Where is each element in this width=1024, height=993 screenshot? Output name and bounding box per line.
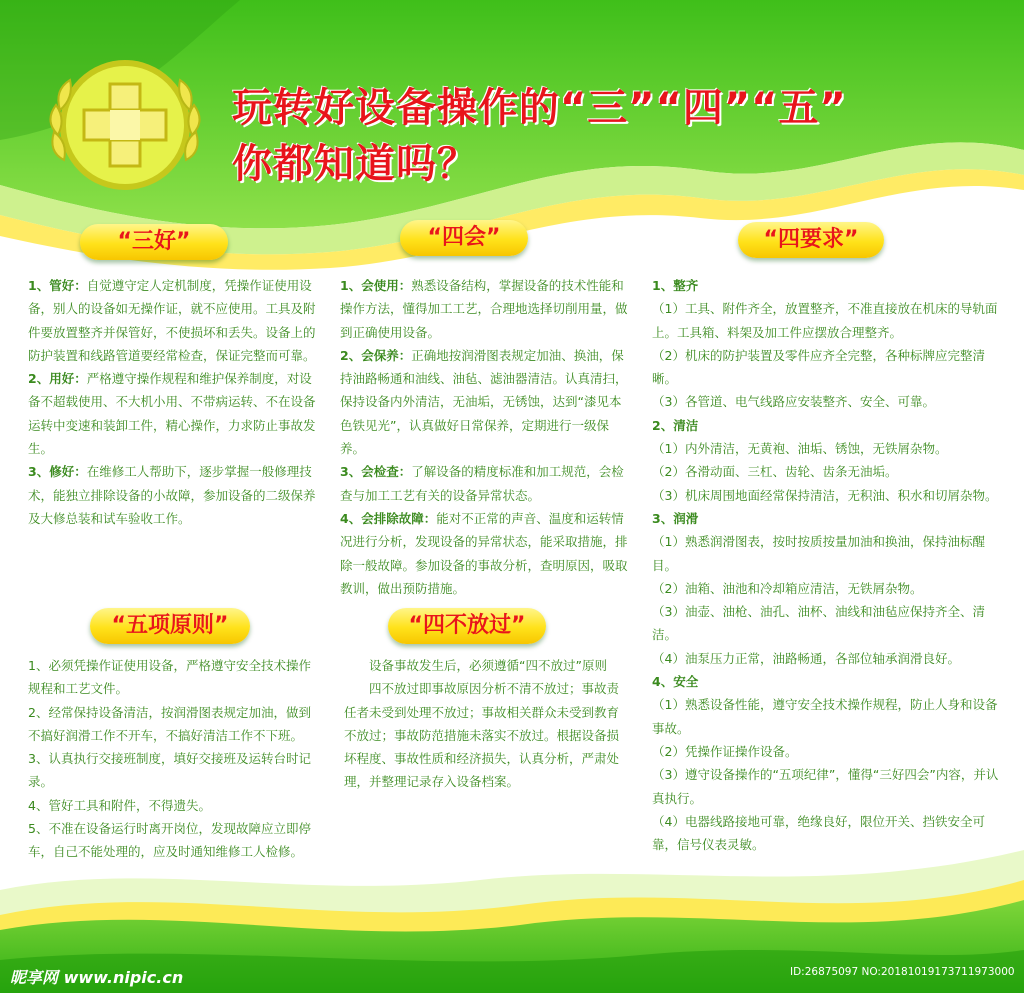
san-hao-para — [28, 274, 318, 367]
si-yaoqiu-item: （1）熟悉润滑图表，按时按质按量加油和换油，保持油标醒目。 — [652, 534, 985, 573]
wu-xiang-item: 5、不准在设备运行时离开岗位，发现故障应立即停车，自己不能处理的，应及时通知维修工人检修。 — [28, 821, 311, 860]
si-hui-para — [340, 460, 628, 507]
si-yaoqiu-item: （3）机床周围地面经常保持清洁，无积油、积水和切屑杂物。 — [652, 487, 998, 503]
si-yaoqiu-group-head: 4、安全 — [652, 674, 699, 690]
watermark-id: ID:26875097 NO:20181019173711973000 — [790, 966, 1015, 978]
si-yaoqiu-item: （2）凭操作证操作设备。 — [652, 743, 798, 759]
si-yaoqiu-item: （4）电器线路接地可靠，绝缘良好，限位开关、挡铁安全可靠，信号仪表灵敏。 — [652, 813, 985, 853]
si-hui-body: 正确地按润滑图表规定加油、换油，保持油路畅通和油线、油毡、滤油器清洁。认真清扫，保持设备内外清洁，无油垢，无锈蚀，达到“漆见本色铁见光”，认真做好日常保养，定期进行一级保养。 — [340, 347, 628, 457]
si-hui-head: 1、会使用： — [340, 278, 412, 293]
section-si-hui — [340, 274, 628, 600]
page-title-line-2: 你都知道吗？ — [232, 141, 478, 187]
si-hui-head: 4、会排除故障： — [340, 510, 437, 526]
san-hao-body: 严格遵守操作规程和维护保养制度，对设备不超载使用、不大机小用、不带病运转、不在设备运转中变速和装卸工件，精心操作，力求防止事故发生。 — [28, 371, 316, 457]
si-hui-body: 了解设备的精度标准和加工规范，会检查与加工工艺有关的设备异常状态。 — [340, 464, 624, 503]
san-hao-head: 2、用好： — [28, 371, 87, 387]
si-yaoqiu-group-head: 3、润滑 — [652, 510, 699, 526]
wu-xiang-item: 3、认真执行交接班制度，填好交接班及运转台时记录。 — [28, 751, 311, 790]
si-bu-para: 四不放过即事故原因分析不清不放过；事故责任者未受到处理不放过；事故相关群众未受到教育不放过；事故防范措施未落实不放过。根据设备损坏程度、事故性质和经济损失，认真分析，严肃处理，并整理记录存入设备档案。 — [344, 681, 620, 790]
si-yaoqiu-item: （1）内外清洁，无黄袍、油垢、锈蚀，无铁屑杂物。 — [652, 441, 948, 457]
badge-san-hao: “三好” — [80, 224, 228, 260]
si-yaoqiu-item: （1）熟悉设备性能，遵守安全技术操作规程，防止人身和设备事故。 — [652, 697, 998, 736]
section-san-hao — [28, 274, 318, 530]
badge-wu-xiang: “五项原则” — [90, 608, 250, 644]
san-hao-head: 3、修好： — [28, 464, 87, 480]
san-hao-para — [28, 367, 318, 460]
badge-si-hui: “四会” — [400, 220, 528, 256]
si-hui-body: 熟悉设备结构，掌握设备的技术性能和操作方法，懂得加工工艺，合理地选择切削用量，做到正确使用设备。 — [340, 278, 628, 340]
si-yaoqiu-item: （4）油泵压力正常，油路畅通，各部位轴承润滑良好。 — [652, 650, 960, 666]
si-yaoqiu-item: （3）各管道、电气线路应安装整齐、安全、可靠。 — [652, 394, 935, 410]
san-hao-head: 1、管好： — [28, 278, 87, 293]
si-bu-para: 设备事故发生后，必须遵循“四不放过”原则 — [369, 658, 607, 673]
si-yaoqiu-group-head: 2、清洁 — [652, 417, 699, 433]
section-si-bu — [344, 654, 628, 794]
si-yaoqiu-item: （3）油壶、油枪、油孔、油杯、油线和油毡应保持齐全、清洁。 — [652, 604, 985, 643]
si-hui-head: 2、会保养： — [340, 347, 412, 363]
si-yaoqiu-item: （2）油箱、油池和冷却箱应清洁，无铁屑杂物。 — [652, 580, 923, 596]
page-title-line-1: 玩转好设备操作的“三”“四”“五” — [232, 85, 847, 131]
badge-si-yaoqiu: “四要求” — [738, 222, 884, 258]
si-hui-para — [340, 274, 628, 344]
san-hao-body: 自觉遵守定人定机制度，凭操作证使用设备，别人的设备如无操作证，就不应使用。工具及附件要放置整齐并保管好，不使损坏和丢失。设备上的防护装置和线路管道要经常检查，保证完整而可靠。 — [28, 278, 316, 363]
watermark-site: 昵享网 www.nipic.cn — [10, 968, 184, 987]
si-yaoqiu-group-head: 1、整齐 — [652, 278, 699, 293]
wu-xiang-item: 4、管好工具和附件，不得遗失。 — [28, 797, 211, 813]
si-yaoqiu-item: （2）各滑动面、三杠、齿轮、齿条无油垢。 — [652, 464, 898, 480]
san-hao-para — [28, 460, 318, 530]
san-hao-body: 在维修工人帮助下，逐步掌握一般修理技术，能独立排除设备的小故障，参加设备的二级保养及大修总装和试车验收工作。 — [28, 464, 316, 526]
si-yaoqiu-item: （1）工具、附件齐全，放置整齐，不准直接放在机床的导轨面上。工具箱、料架及加工件应摆放合理整齐。 — [652, 301, 998, 340]
section-si-yaoqiu — [652, 274, 1002, 856]
section-wu-xiang — [28, 654, 318, 864]
si-hui-para — [340, 344, 628, 460]
si-yaoqiu-item: （3）遵守设备操作的“五项纪律”，懂得“三好四会”内容，并认真执行。 — [652, 767, 999, 806]
si-hui-head: 3、会检查： — [340, 464, 412, 480]
wu-xiang-item: 1、必须凭操作证使用设备，严格遵守安全技术操作规程和工艺文件。 — [28, 658, 311, 697]
si-hui-para — [340, 507, 628, 600]
si-hui-body: 能对不正常的声音、温度和运转情况进行分析，发现设备的异常状态，能采取措施，排除一般故障。参加设备的事故分析，查明原因，吸取教训，做出预防措施。 — [340, 510, 628, 596]
wu-xiang-item: 2、经常保持设备清洁，按润滑图表规定加油，做到不搞好润滑工作不开车，不搞好清洁工作不下班。 — [28, 704, 311, 743]
badge-si-bu: “四不放过” — [388, 608, 546, 644]
si-yaoqiu-item: （2）机床的防护装置及零件应齐全完整，各种标牌应完整清晰。 — [652, 347, 985, 387]
